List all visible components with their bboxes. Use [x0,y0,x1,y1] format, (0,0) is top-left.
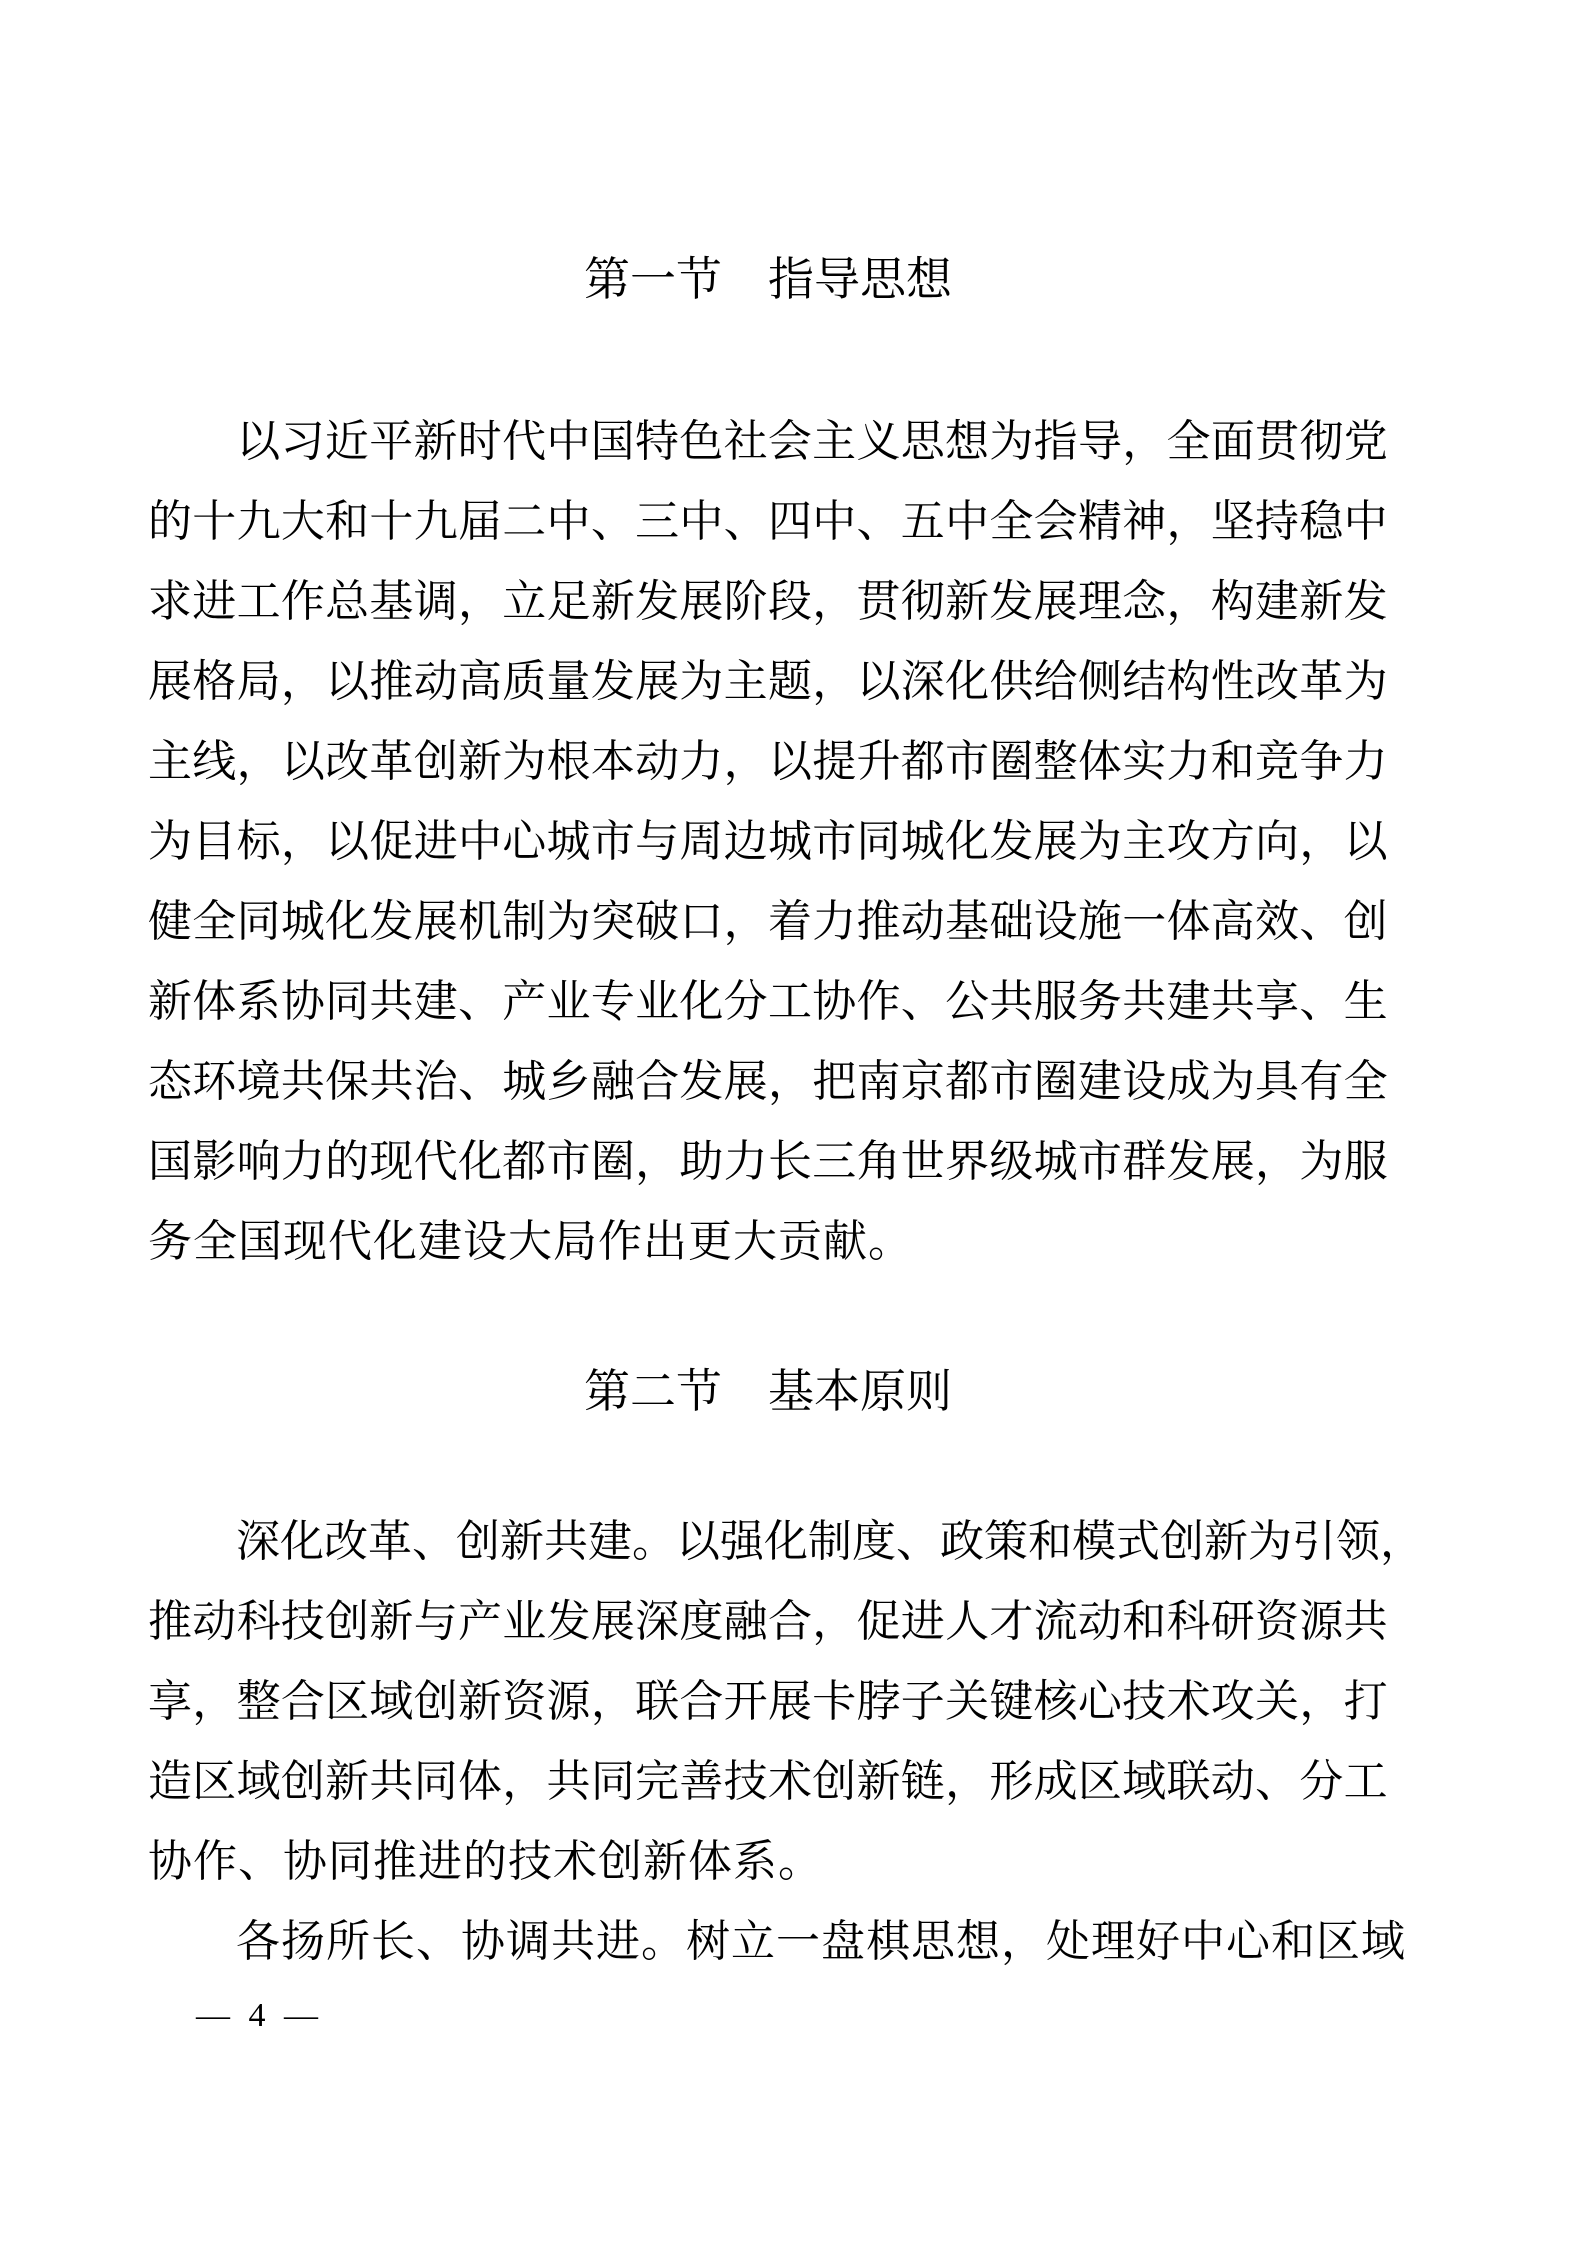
section-guiding-ideology [148,240,1388,1282]
section-2-paragraph-2 [148,1902,1405,1982]
section-basic-principles [148,1352,1424,1982]
page-number: — 4 — [196,1997,323,2034]
text-line: 协 作 、 协 同 推 进 的 技 术 创 新 体 系 。 [148,1837,822,1886]
text-line: 推 动 科 技 创 新 与 产 业 发 展 深 度 融 合 ， 促 进 人 才 流 动 和 科 研 资 源 共 [148,1597,1388,1646]
text-line: 各 扬 所 长 、 协 调 共 进 。 树 立 一 盘 棋 思 想 ， 处 理 好 中 心 和 区 域 [236,1917,1405,1966]
section-1-heading: 第一节 指导思想 [584,254,952,305]
document-content [148,0,1424,1982]
text-line: 享 ， 整 合 区 域 创 新 资 源 ， 联 合 开 展 卡 脖 子 关 键 核 心 技 术 攻 关 ， 打 [148,1677,1388,1726]
section-2-paragraph-1 [148,1502,1424,1902]
text-line: 务 全 国 现 代 化 建 设 大 局 作 出 更 大 贡 献 。 [148,1217,912,1266]
text-line: 造 区 域 创 新 共 同 体 ， 共 同 完 善 技 术 创 新 链 ， 形 成 区 域 联 动 、 分 工 [148,1757,1388,1806]
text-line: 国 影 响 力 的 现 代 化 都 市 圈 ， 助 力 长 三 角 世 界 级 城 市 群 发 展 ， 为 服 [148,1137,1388,1186]
text-line: 主 线 ， 以 改 革 创 新 为 根 本 动 力 ， 以 提 升 都 市 圈 整 体 实 力 和 竞 争 力 [148,737,1388,786]
text-line: 态 环 境 共 保 共 治 、 城 乡 融 合 发 展 ， 把 南 京 都 市 圈 建 设 成 为 具 有 全 [148,1057,1388,1106]
text-line: 的 十 九 大 和 十 九 届 二 中 、 三 中 、 四 中 、 五 中 全 会 精 神 ， 坚 持 稳 中 [148,497,1388,546]
section-2-heading: 第二节 基本原则 [584,1366,952,1417]
text-line: 展 格 局 ， 以 推 动 高 质 量 发 展 为 主 题 ， 以 深 化 供 给 侧 结 构 性 改 革 为 [148,657,1388,706]
section-1-paragraph-1 [148,402,1388,1282]
text-line: 新 体 系 协 同 共 建 、 产 业 专 业 化 分 工 协 作 、 公 共 服 务 共 建 共 享 、 生 [148,977,1388,1026]
text-line: 为 目 标 ， 以 促 进 中 心 城 市 与 周 边 城 市 同 城 化 发 展 为 主 攻 方 向 ， 以 [148,817,1388,866]
text-line: 求 进 工 作 总 基 调 ， 立 足 新 发 展 阶 段 ， 贯 彻 新 发 展 理 念 ， 构 建 新 发 [148,577,1388,626]
text-line: 以 习 近 平 新 时 代 中 国 特 色 社 会 主 义 思 想 为 指 导 ， 全 面 贯 彻 党 [236,417,1388,466]
text-line: 健 全 同 城 化 发 展 机 制 为 突 破 口 ， 着 力 推 动 基 础 设 施 一 体 高 效 、 创 [148,897,1388,946]
text-line: 深 化 改 革 、 创 新 共 建 。 以 强 化 制 度 、 政 策 和 模 式 创 新 为 引 领 ， [236,1517,1424,1566]
